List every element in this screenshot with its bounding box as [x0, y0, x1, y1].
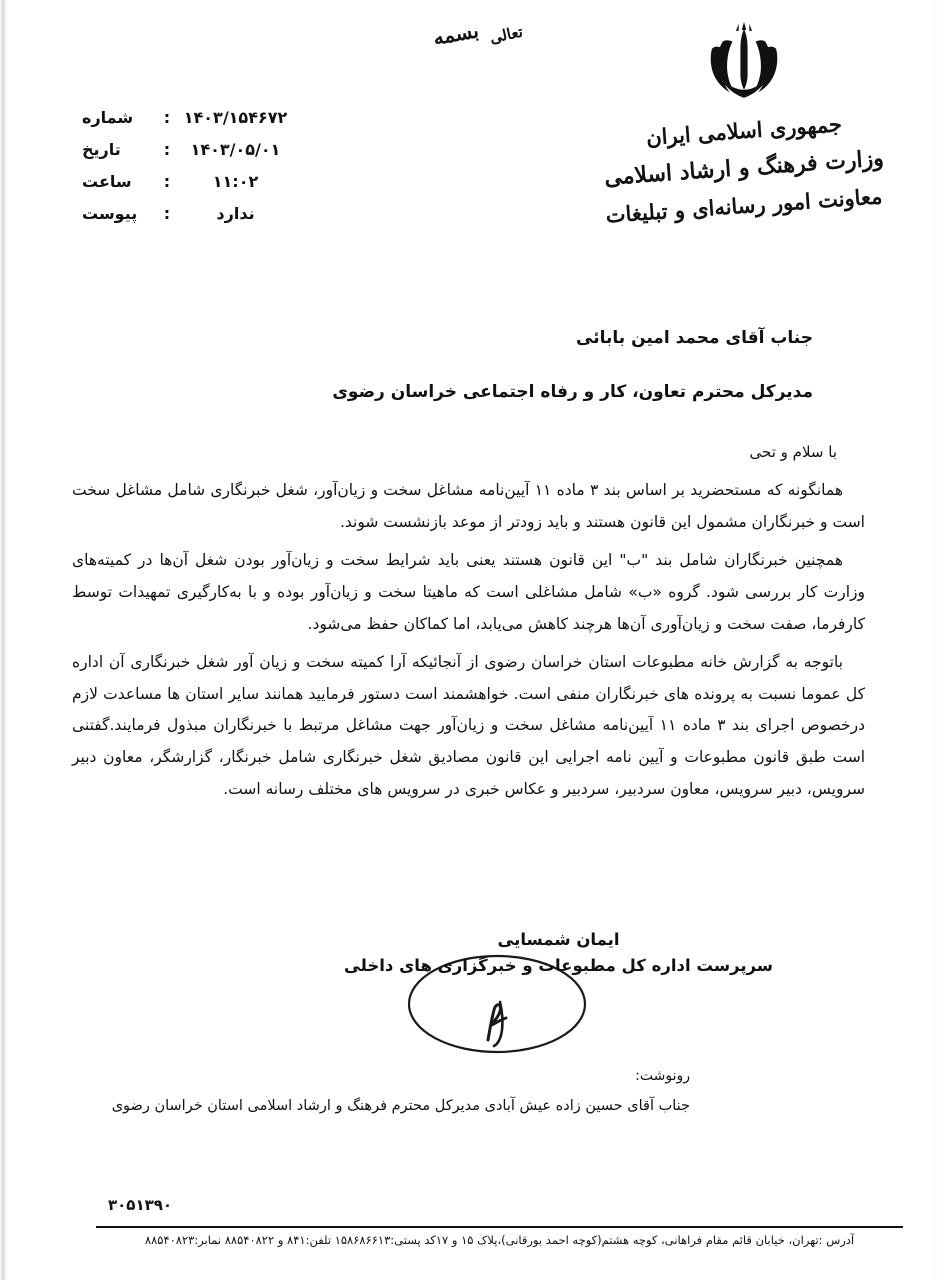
basmaleh-invocation — [420, 18, 530, 50]
cc-block — [72, 1068, 865, 1114]
signature-inner — [344, 930, 773, 975]
meta-label-attachment: پیوست — [82, 204, 138, 223]
letterhead-line-ministry: وزارت فرهنگ و ارشاد اسلامی — [603, 145, 885, 191]
addressee-name: جناب آقای محمد امین بابائی — [576, 328, 813, 348]
letterhead-line-deputy: معاونت امور رسانه‌ای و تبلیغات — [604, 183, 884, 228]
document-meta — [82, 108, 297, 236]
meta-row-date — [82, 140, 297, 159]
meta-row-time — [82, 172, 297, 191]
body-paragraph-2: همچنین خبرنگاران شامل بند "ب" این قانون هستند یعنی باید شرایط سخت و زیان‌آور بودن شغل آن‌ها در کمیته‌های وزارت کار بررسی شود. گروه «ب» شامل مشاغلی است که ماهیتا سخت و زیان‌آور بوده و با به‌کارگیری تمهیدات توسط کارفرما، صفت سخت و زیان‌آوری آن‌ها هرچند کاهش می‌یابد، اما کماکان حفظ می‌شود. — [72, 550, 865, 633]
reference-number: ۳۰۵۱۳۹۰ — [108, 1196, 173, 1214]
cc-label: رونوشت: — [635, 1068, 690, 1084]
meta-row-attachment — [82, 204, 297, 223]
letterhead — [579, 22, 909, 228]
signatory-name: ایمان شمسایی — [497, 930, 620, 949]
addressee-title: مدیرکل محترم تعاون، کار و رفاه اجتماعی خراسان رضوی — [332, 382, 813, 402]
letterhead-line-country: جمهوری اسلامی ایران — [645, 111, 843, 150]
basmaleh-taali: تعالی — [488, 22, 525, 48]
footer-divider — [96, 1226, 903, 1228]
iran-emblem-icon — [698, 22, 790, 104]
meta-value-attachment: ندارد — [216, 204, 255, 223]
meta-value-date: ۱۴۰۳/۰۵/۰۱ — [190, 140, 281, 159]
meta-label-time: ساعت — [82, 172, 132, 191]
addressee-block — [72, 328, 865, 402]
signatory-title: سرپرست اداره کل مطبوعات و خبرگزاری های داخلی — [343, 956, 774, 975]
meta-colon-number: : — [163, 108, 171, 127]
meta-colon-attachment: : — [163, 204, 171, 223]
meta-colon-date: : — [163, 140, 171, 159]
meta-label-number: شماره — [82, 108, 134, 127]
cc-item: جناب آقای حسین زاده عیش آبادی مدیرکل محترم فرهنگ و ارشاد اسلامی استان خراسان رضوی — [111, 1098, 690, 1114]
basmaleh-besmeh: بسمه — [431, 18, 481, 50]
letter-body — [72, 443, 865, 812]
signature-block — [0, 930, 937, 975]
meta-row-number — [82, 108, 297, 127]
meta-value-time: ۱۱:۰۲ — [212, 172, 259, 191]
body-paragraph-1: همانگونه که مستحضرید بر اساس بند ۳ ماده ۱۱ آیین‌نامه مشاغل سخت و زیان‌آور، شغل خبرنگاری شامل مشاغل سخت است و خبرنگاران مشمول این قانون هستند و باید زودتر از موعد بازنشست شوند. — [72, 481, 865, 531]
greeting-line: با سلام و تحی — [749, 443, 837, 461]
meta-colon-time: : — [163, 172, 171, 191]
body-paragraph-3: باتوجه به گزارش خانه مطبوعات استان خراسان رضوی از آنجائیکه آرا کمیته سخت و زیان آور شغل خبرنگاری آن اداره کل عموما نسبت به پرونده های خبرنگاران منفی است. خواهشمند است دستور فرمایید همانند سایر استان ها مساعدت لازم درخصوص اجرای بند ۳ ماده ۱۱ آیین‌نامه مشاغل سخت و زیان‌آور جهت مشاغل مرتبط با خبرنگاران مبذول فرمایند.گفتنی است طبق قانون مطبوعات و آیین نامه اجرایی این قانون مصادیق شغل خبرنگاری شامل خبرنگار، گزارشگر، معاون دبیر سرویس، دبیر سرویس، معاون سردبیر، سردبیر و عکاس خبری در سرویس های مختلف رسانه است. — [72, 652, 865, 799]
meta-label-date: تاریخ — [82, 140, 121, 159]
meta-value-number: ۱۴۰۳/۱۵۴۶۷۲ — [183, 108, 288, 127]
footer-address: آدرس :تهران، خیابان قائم مقام فراهانی، کوچه هشتم(کوچه احمد بورقانی)،پلاک ۱۵ و ۱۷کد پستی:۱۵۸۶۸۶۶۱۳ تلفن:۸۴۱ و ۸۸۵۴۰۸۲۲ نمابر:۸۸۵۴۰۸۲۳ — [144, 1233, 855, 1247]
